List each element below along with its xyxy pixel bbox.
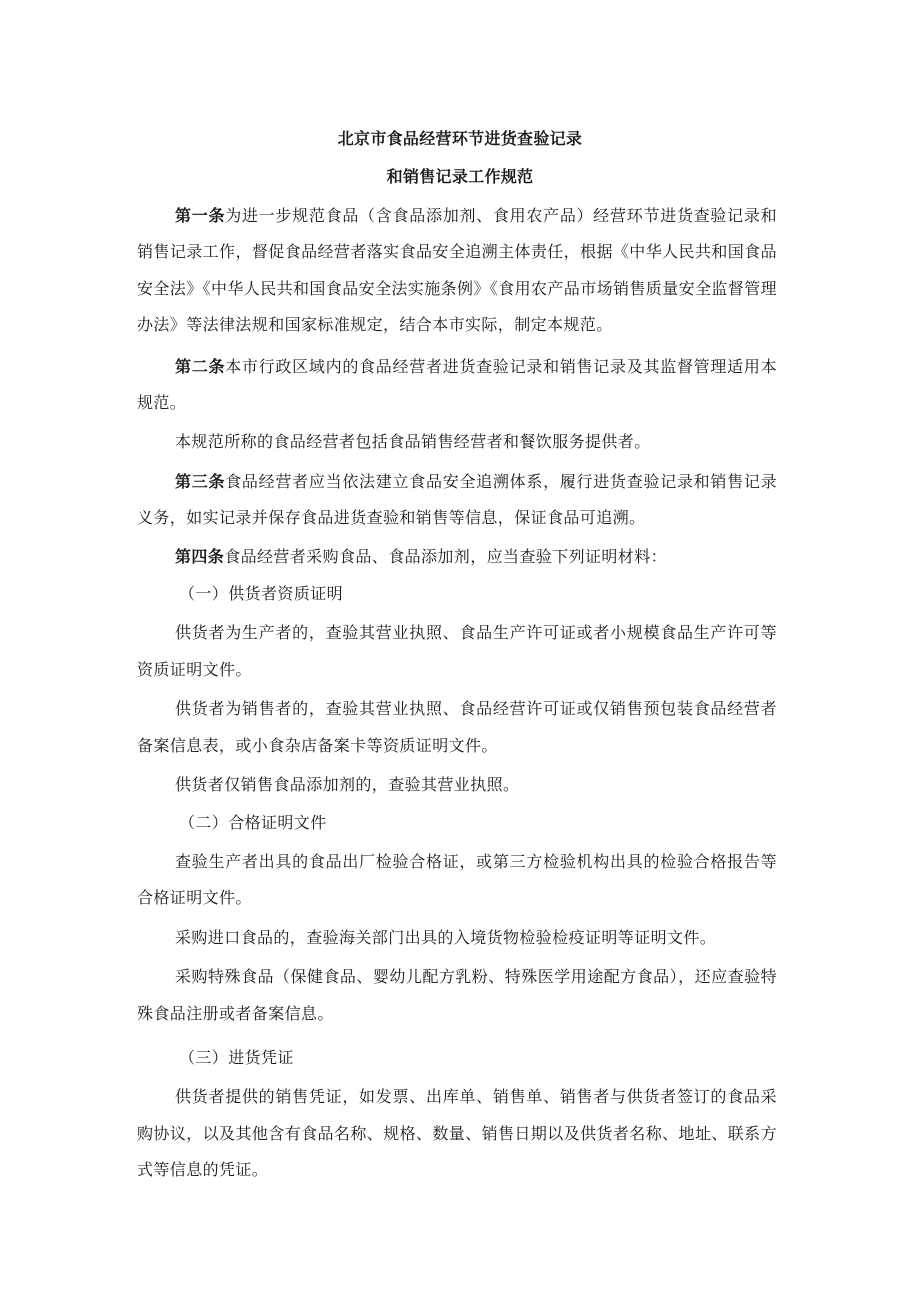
section-2-paragraph: 采购特殊食品（保健食品、婴幼儿配方乳粉、特殊医学用途配方食品），还应查验特殊食品注册或者备案信息。 xyxy=(137,967,777,1023)
article-1-paragraph xyxy=(137,198,777,344)
section-2-paragraph: 采购进口食品的，查验海关部门出具的入境货物检验检疫证明等证明文件。 xyxy=(175,927,717,947)
section-1-paragraph: 供货者为生产者的，查验其营业执照、食品生产许可证或者小规模食品生产许可等资质证明文件。 xyxy=(137,623,777,679)
article-2-scope-paragraph xyxy=(137,424,777,460)
section-1-paragraph: 供货者为销售者的，查验其营业执照、食品经营许可证或仅销售预包装食品经营者备案信息表，或小食杂店备案卡等资质证明文件。 xyxy=(137,699,777,755)
article-1-number: 第一条 xyxy=(175,206,226,225)
section-1-heading: （一）供货者资质证明 xyxy=(179,584,344,604)
article-3-paragraph xyxy=(137,464,777,537)
article-4-text: 食品经营者采购食品、食品添加剂，应当查验下列证明材料： xyxy=(224,546,668,566)
article-2-scope-text: 本规范所称的食品经营者包括食品销售经营者和餐饮服务提供者。 xyxy=(175,432,651,452)
section-2-heading: （二）合格证明文件 xyxy=(179,812,327,832)
article-2-text: 本市行政区域内的食品经营者进货查验记录和销售记录及其监督管理适用本规范。 xyxy=(137,356,778,413)
article-4-paragraph xyxy=(137,539,777,575)
document-body xyxy=(137,198,777,1189)
document-title-line-2: 和销售记录工作规范 xyxy=(386,167,534,186)
section-3-paragraph: 供货者提供的销售凭证，如发票、出库单、销售单、销售者与供货者签订的食品采购协议，以及其他含有食品名称、规格、数量、销售日期以及供货者名称、地址、联系方式等信息的凭证。 xyxy=(137,1087,777,1180)
section-2-paragraph: 查验生产者出具的食品出厂检验合格证，或第三方检验机构出具的检验合格报告等合格证明文件。 xyxy=(137,851,777,908)
section-1-paragraph: 供货者仅销售食品添加剂的，查验其营业执照。 xyxy=(175,775,520,795)
article-1-text: 为进一步规范食品（含食品添加剂、食用农产品）经营环节进货查验记录和销售记录工作，督促食品经营者落实食品安全追溯主体责任，根据《中华人民共和国食品安全法》《中华人民共和国食品安全法实施条例》《食用农产品市场销售质量安全监督管理办法》等法律法规和国家标准规定，结合本市实际，制定本规范。 xyxy=(137,206,778,335)
article-4-number: 第四条 xyxy=(175,546,225,566)
article-3-text: 食品经营者应当依法建立食品安全追溯体系，履行进货查验记录和销售记录义务，如实记录并保存食品进货查验和销售等信息，保证食品可追溯。 xyxy=(137,471,778,528)
article-2-paragraph xyxy=(137,349,777,422)
document-title-line-1: 北京市食品经营环节进货查验记录 xyxy=(337,129,583,148)
article-3-number: 第三条 xyxy=(175,471,226,491)
article-2-number: 第二条 xyxy=(175,356,226,376)
section-3-heading: （三）进货凭证 xyxy=(179,1047,294,1067)
